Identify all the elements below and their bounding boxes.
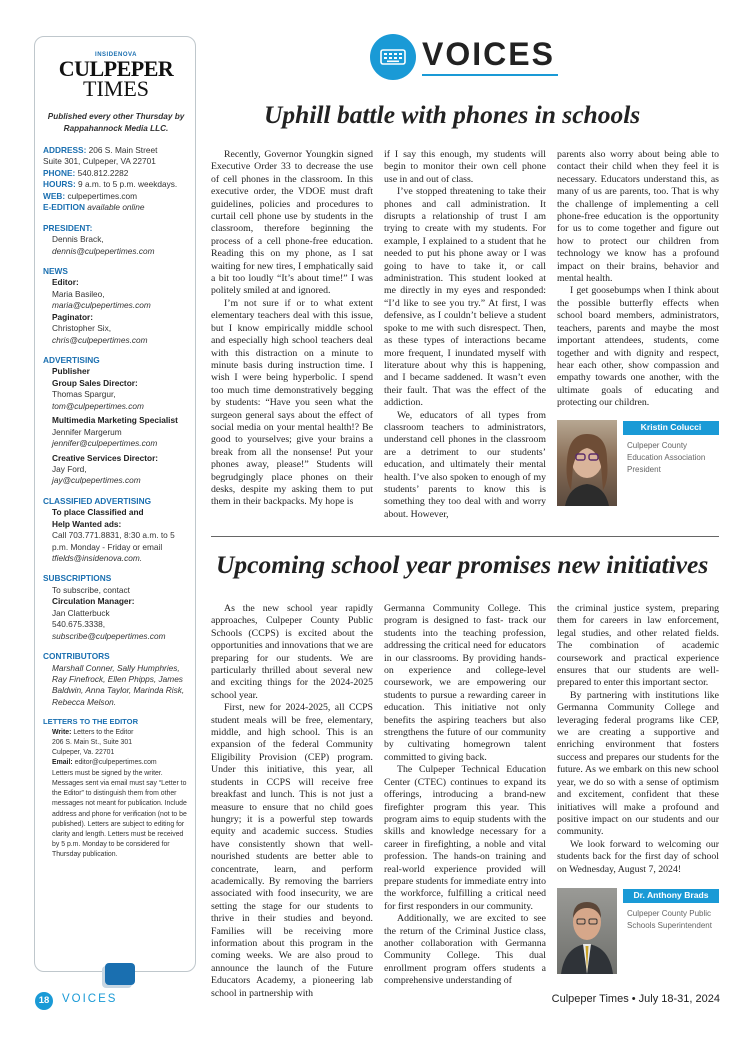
web-label: WEB: xyxy=(43,190,66,201)
address-label: ADDRESS: xyxy=(43,145,87,156)
author-photo-anthony-brads xyxy=(557,888,617,974)
sales-name: Thomas Spargur, xyxy=(52,389,116,400)
classified-email[interactable]: tfields@insidenova.com. xyxy=(52,553,143,564)
circulation-phone: 540.675.3338, xyxy=(52,619,106,630)
article2-column1 xyxy=(211,603,373,1000)
article1-column3 xyxy=(557,149,719,410)
group-sales-label: Group Sales Director: xyxy=(52,377,138,388)
section-title: VOICES xyxy=(422,36,555,72)
article1-headline: Uphill battle with phones in schools xyxy=(264,100,641,129)
address-block xyxy=(43,145,189,214)
keyboard-icon xyxy=(370,34,416,80)
logo-culpeper: CULPEPER xyxy=(58,56,174,82)
classified-call: Call 703.771.8831, 8:30 a.m. to 5 p.m. Monday - Friday or email xyxy=(52,530,175,552)
mm-name: Jennifer Margerum xyxy=(52,426,122,437)
mm-label: Multimedia Marketing Specialist xyxy=(52,415,178,426)
letters-block xyxy=(43,728,189,861)
letters-write: Letters to the Editor xyxy=(73,728,134,736)
article1-paragraph: if I say this enough, my students will begin to monitor their own cell phone use in and out of class. xyxy=(384,149,546,185)
creative-label: Creative Services Director: xyxy=(52,452,159,463)
article2-paragraph: First, new for 2024-2025, all CCPS student meals will be free, elementary, middle, and high school. This is an expansion of the federal Community Eligibility Provision (CEP) program. Under this initiative, this year, all students in CCPS will receive free breakfast and lunch. This is not just a measure to ensure that no child goes hungry; it is a powerful step towards equity and academic success. Studies have consistently shown that well-nourished students are better able to concentrate, learn, and perform academically. By removing the barriers associated with food insecurity, we are setting the stage for our students to thrive in their studies and beyond. Families will be receiving more information about this program in the coming weeks. We are also proud to announce the launch of the Future Educators Academy, a pioneering lab school in partnership with xyxy=(211,702,373,999)
culpeper-times-logo xyxy=(43,51,189,102)
classified-help: Help Wanted ads: xyxy=(52,518,122,529)
circulation-name: Jan Clatterbuck xyxy=(52,607,110,618)
letters-addr2: Culpeper, Va. 22701 xyxy=(52,749,115,757)
article2-paragraph: the criminal justice system, preparing them for careers in law enforcement, legal studies, and other related fields. The combination of academic coursework and practical experience ensures that our students are well-prepared to enter this important sector. xyxy=(557,603,719,689)
logo-times: TIMES xyxy=(83,76,149,102)
president-email[interactable]: dennis@culpepertimes.com xyxy=(52,245,155,256)
sales-email[interactable]: tom@culpepertimes.com xyxy=(52,400,144,411)
paginator-label: Paginator: xyxy=(52,311,94,322)
publisher-label: Publisher xyxy=(52,366,90,377)
editor-name: Maria Basileo, xyxy=(52,288,105,299)
classified-to-place: To place Classified and xyxy=(52,507,144,518)
article1-paragraph: parents also worry about being able to contact their child when they feel it is necessary. Educators understand this, as many of us are parents, too. That is why the challenge of implementing a cell phone-free education is the opportunity for us to come together and figure out how to protect our children from technology we know has a profound impact on their brains, behavior and mental health. xyxy=(557,149,719,285)
article1-column1 xyxy=(211,149,373,509)
circulation-label: Circulation Manager: xyxy=(52,596,135,607)
masthead-sidebar xyxy=(34,36,196,972)
letters-email[interactable]: editor@culpepertimes.com xyxy=(74,759,157,767)
article1-column2 xyxy=(384,149,546,521)
hours-label: HOURS: xyxy=(43,179,76,190)
editor-email[interactable]: maria@culpepertimes.com xyxy=(52,300,151,311)
footer-section: VOICES xyxy=(62,993,118,1005)
article2-headline: Upcoming school year promises new initiatives xyxy=(216,550,709,579)
web-link[interactable]: culpepertimes.com xyxy=(67,190,138,201)
contributors-heading: CONTRIBUTORS xyxy=(43,651,110,662)
letters-email-label: Email: xyxy=(52,759,73,767)
article1-paragraph: We, educators of all types from classroom teachers to administrators, understand cell phones in the classroom are a detriment to our students’ education, and ultimately their mental health. I’ve also spoken to enough of my students’ parents to know this is something they too deal with and worry about. However, xyxy=(384,409,546,520)
article2-paragraph: As the new school year rapidly approaches, Culpeper County Public Schools (CCPS) is excited about the opportunities and innovations that we are preparing for our students. We are particularly thrilled about several new and exciting things for the 2024-2025 school year. xyxy=(211,603,373,701)
author-name-kristin-colucci: Kristin Colucci xyxy=(623,421,719,435)
article2-paragraph: By partnering with institutions like Germanna Community College and leveraging federal programs like CEP, we are creating a supportive and enriching environment that fosters success and prepares our students for the future. As we embark on this new school year, we do so with a sense of optimism and excitement, confident that these initiatives will make a profound and positive impact on our students and our community. xyxy=(557,689,719,838)
article2-paragraph: We look forward to welcoming our students back for the first day of school on Wednesday, August 7, 2024! xyxy=(557,838,719,875)
president-heading: PRESIDENT: xyxy=(43,222,93,233)
letters-policy: Letters must be signed by the writer. Messages sent via email must say “Letter to the Editor” to distinguish them from other messages not meant for publication. Include address and phone for verification (not to be published). Letters are subject to editing for clarity and length. Letters must be received by 5 p.m. Monday to be considered for Thursday publication. xyxy=(52,769,187,859)
logo-insidenova: INSIDENOVA xyxy=(95,52,137,58)
article-divider xyxy=(211,536,719,537)
news-heading: NEWS xyxy=(43,265,68,276)
eedition-value: available online xyxy=(87,202,145,213)
author-photo-kristin-colucci xyxy=(557,420,617,506)
article2-paragraph: Germanna Community College. This program is designed to fast- track our students into the teaching profession, addressing the critical need for educators in our classrooms. By providing hands-on experience and college-level coursework, we are empowering our students to pursue a rewarding career in education. This initiative not only benefits the aspiring teachers but also strengthens the future of our community by cultivating homegrown talent committed to giving back. xyxy=(384,603,546,763)
author-role-kristin-colucci: Culpeper County Education Association President xyxy=(627,441,706,474)
author-name-anthony-brads: Dr. Anthony Brads xyxy=(623,889,719,903)
paginator-email[interactable]: chris@culpepertimes.com xyxy=(52,334,148,345)
letters-addr1: 206 S. Main St., Suite 301 xyxy=(52,738,133,746)
article1-paragraph: I get goosebumps when I think about the possible butterfly effects when school board members, administrators, teachers, parents and maybe the most important attendees, students, come together and with dignity and respect, hear each other, show compassion and empathy towards one another, with the ultimate goals of educating and protecting our children. xyxy=(557,285,719,409)
article1-paragraph: I’ve stopped threatening to take their phones and call administration. It disrupts a relationship of trust I am trying to create with my students. For example, I explained to a student that he needed to put his phone away or I was going to have to take it, or call administration. This student looked at me directly in my eyes and responded: “I’d like to see you try.” At first, I was defensive, as I couldn’t believe a student spoke to me with such disrespect. Then, as these types of interactions became more frequent, I inundated myself with literature about why this is happening, and I became saddened. It wasn’t even their fault. That was the effect of the addiction. xyxy=(384,186,546,409)
phone-value: 540.812.2282 xyxy=(77,167,129,178)
creative-email[interactable]: jay@culpepertimes.com xyxy=(52,475,141,486)
paginator-name: Christopher Six, xyxy=(52,323,112,334)
page-number: 18 xyxy=(35,992,53,1010)
article2-column3 xyxy=(557,603,719,876)
phone-label: PHONE: xyxy=(43,167,76,178)
letters-write-label: Write: xyxy=(52,728,72,736)
publication-note: Published every other Thursday by Rappahannock Media LLC. xyxy=(47,112,185,134)
contributors-list: Marshall Conner, Sally Humphries, Ray Finefrock, Ellen Phipps, James Baldwin, Anna Taylor, Marinda Risk, Rebecca Melson. xyxy=(52,662,185,707)
footer-publication: Culpeper Times • July 18-31, 2024 xyxy=(551,993,720,1005)
article2-paragraph: Additionally, we are excited to see the return of the Criminal Justice class, another collaboration with Germanna Community College. This dual enrollment program offers students a comprehensive understanding of xyxy=(384,913,546,987)
article2-column2 xyxy=(384,603,546,988)
address-line2: Suite 301, Culpeper, VA 22701 xyxy=(43,156,156,167)
subscriptions-heading: SUBSCRIPTIONS xyxy=(43,573,112,584)
advertising-heading: ADVERTISING xyxy=(43,355,100,366)
eedition-label: E-EDITION xyxy=(43,202,85,213)
address-line1: 206 S. Main Street xyxy=(88,145,158,156)
creative-name: Jay Ford, xyxy=(52,463,87,474)
circulation-email[interactable]: subscribe@culpepertimes.com xyxy=(52,630,166,641)
article1-paragraph: Recently, Governor Youngkin signed Executive Order 33 to decrease the use of cell phones in the classroom. In this executive order, the VDOE must draft guidelines, policies and procedures to curtail cell phone use by students in the classroom, therefore beginning the process of a cell phone-free education. Reading this on my phone, as I sat waiting for new tires, I emphatically said a bit too loudly “It’s about time!” I was politely smiled at and ignored. xyxy=(211,149,373,297)
editor-label: Editor: xyxy=(52,277,79,288)
letters-heading: LETTERS TO THE EDITOR xyxy=(43,717,139,727)
classified-heading: CLASSIFIED ADVERTISING xyxy=(43,495,152,506)
article2-paragraph: The Culpeper Technical Education Center (CTEC) continues to expand its offerings, introducing a brand-new firefighter program this year. This program aims to equip students with the skills and knowledge necessary for a career in firefighting, a noble and vital profession. The hands-on training and real-world experience provided will prepare students for immediate entry into the workforce, fulfilling a critical need for first responders in our community. xyxy=(384,764,546,912)
hours-value: 9 a.m. to 5 p.m. weekdays. xyxy=(78,179,178,190)
author-role-anthony-brads: Culpeper County Public Schools Superintendent xyxy=(627,909,712,930)
section-underline xyxy=(422,74,558,76)
mm-email[interactable]: jennifer@culpepertimes.com xyxy=(52,438,158,449)
speech-bubble-icon xyxy=(105,963,135,985)
president-name: Dennis Brack, xyxy=(52,234,104,245)
article1-paragraph: I’m not sure if or to what extent elementary teachers deal with this issue, but I know empirically middle school and especially high school teachers deal with this distraction on a minute to minute basis during instruction time. I wish I were being hyperbolic. I spend too much time demonstratively begging by students: “Have you seen what the surgeon general says about the effect of social media on your mental health!? Be good to yourselves; give your brains a break from all the nonsense! Put your phones away, please!” Students will begrudgingly place phones on their desks, despite my asking them to put them in their backpacks. My hope is xyxy=(211,297,373,508)
subscribe-text: To subscribe, contact xyxy=(52,584,130,595)
section-header xyxy=(370,34,590,84)
